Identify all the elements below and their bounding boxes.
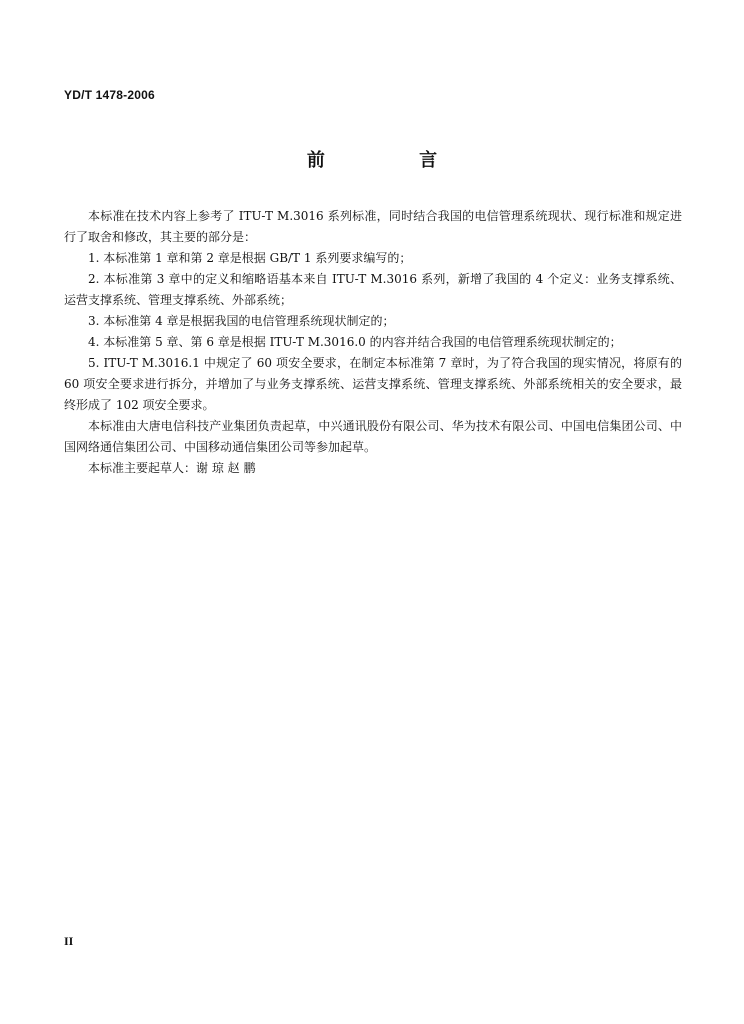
list-item-1: 1. 本标准第 1 章和第 2 章是根据 GB/T 1 系列要求编写的； [88,251,412,265]
drafting-organizations-paragraph: 本标准由大唐电信科技产业集团负责起草，中兴通讯股份有限公司、华为技术有限公司、中国电信集团公司、中国网络通信集团公司、中国移动通信集团公司等参加起草。 [64,419,682,454]
drafters-paragraph: 本标准主要起草人：谢 琼 赵 鹏 [88,461,256,475]
document-body [64,206,682,479]
intro-paragraph: 本标准在技术内容上参考了 ITU-T M.3016 系列标准，同时结合我国的电信管理系统现状、现行标准和规定进行了取舍和修改，其主要的部分是： [64,209,682,244]
list-item-5: 5. ITU-T M.3016.1 中规定了 60 项安全要求，在制定本标准第 7 章时，为了符合我国的现实情况，将原有的 60 项安全要求进行拆分，并增加了与业务支撑系统、运营支撑系统、管理支撑系统、外部系统相关的安全要求，最终形成了 102 项安全要求。 [64,356,682,412]
list-item-3: 3. 本标准第 4 章是根据我国的电信管理系统现状制定的； [88,314,395,328]
standard-code-header: YD/T 1478-2006 [64,88,155,102]
list-item-4: 4. 本标准第 5 章、第 6 章是根据 ITU-T M.3016.0 的内容并结合我国的电信管理系统现状制定的； [88,335,622,349]
page-number: II [64,934,74,948]
list-item-2: 2. 本标准第 3 章中的定义和缩略语基本来自 ITU-T M.3016 系列，新增了我国的 4 个定义：业务支撑系统、运营支撑系统、管理支撑系统、外部系统； [64,272,682,307]
page-title: 前 言 [306,150,482,171]
